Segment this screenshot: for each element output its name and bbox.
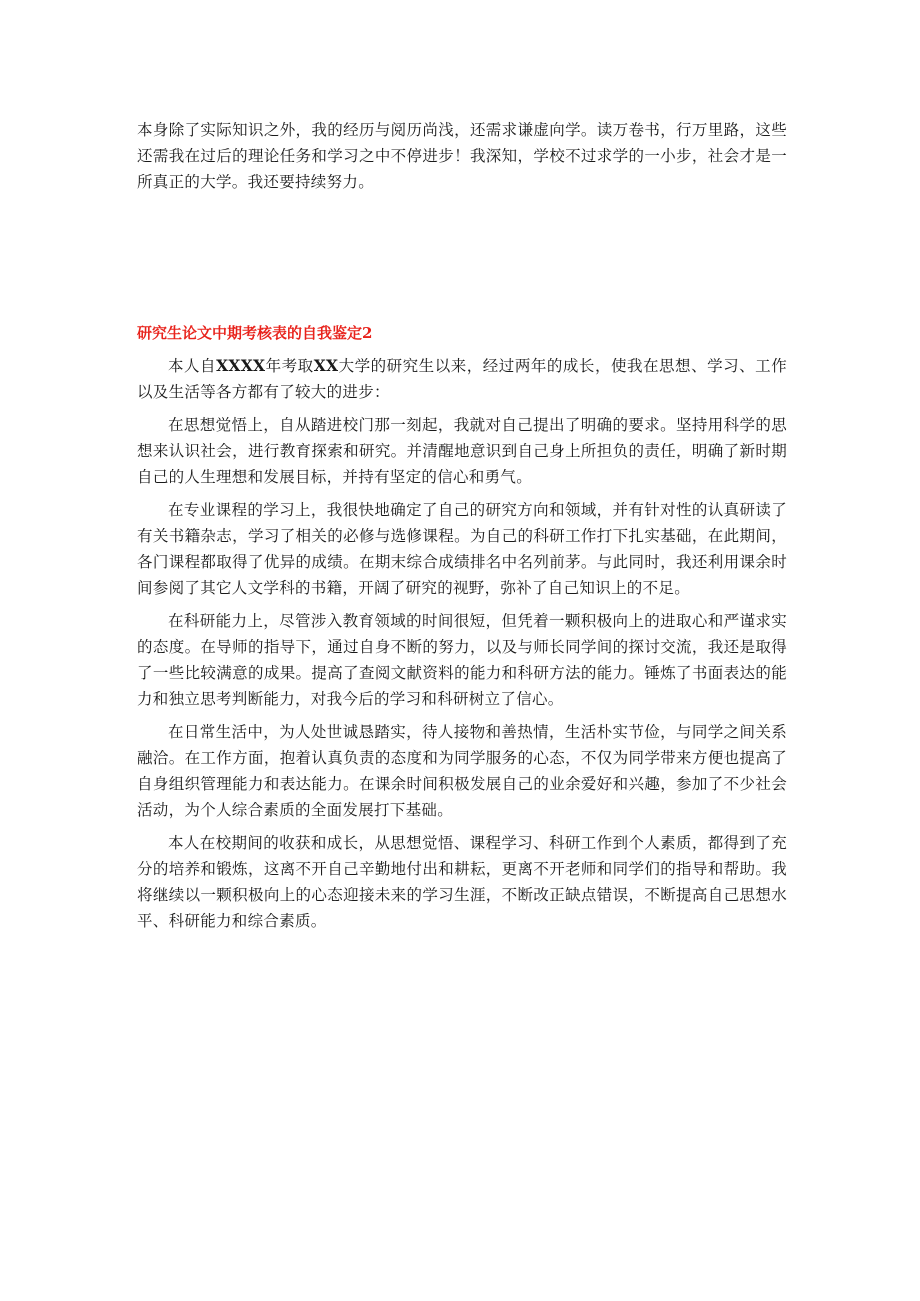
- intro-part1: 本人自: [168, 357, 217, 375]
- intro-part2: 年考取: [265, 357, 314, 375]
- intro-school: XX: [313, 356, 339, 375]
- paragraph-thought: 在思想觉悟上，自从踏进校门那一刻起，我就对自己提出了明确的要求。坚持用科学的思想来认识社会，进行教育探索和研究。并清醒地意识到自己身上所担负的责任，明确了新时期自己的人生理想和发展目标，并持有坚定的信心和勇气。: [137, 416, 787, 486]
- top-paragraph: 本身除了实际知识之外，我的经历与阅历尚浅，还需求谦虚向学。读万卷书，行万里路，这些还需我在过后的理论任务和学习之中不停进步！我深知，学校不过求学的一小步，社会才是一所真正的大学。我还要持续努力。: [137, 121, 787, 191]
- intro-year: XXXX: [216, 356, 266, 375]
- paragraph-study: 在专业课程的学习上，我很快地确定了自己的研究方向和领域，并有针对性的认真研读了有关书籍杂志，学习了相关的必修与选修课程。为自己的科研工作打下扎实基础，在此期间，各门课程都取得了优异的成绩。在期末综合成绩排名中名列前茅。与此同时，我还利用课余时间参阅了其它人文学科的书籍，开阔了研究的视野，弥补了自己知识上的不足。: [137, 501, 787, 597]
- section-block: [137, 320, 787, 934]
- intro-part3: 大学的研究生以来，经过两年的成长，使我在思想、学习、工作以及生活等各方都有了较大的进步：: [137, 357, 787, 401]
- intro-paragraph: [137, 353, 787, 405]
- paragraph-research: 在科研能力上，尽管涉入教育领域的时间很短，但凭着一颗积极向上的进取心和严谨求实的态度。在导师的指导下，通过自身不断的努力，以及与师长同学间的探讨交流，我还是取得了一些比较满意的成果。提高了查阅文献资料的能力和科研方法的能力。锤炼了书面表达的能力和独立思考判断能力，对我今后的学习和科研树立了信心。: [137, 612, 787, 708]
- paragraph-summary: 本人在校期间的收获和成长，从思想觉悟、课程学习、科研工作到个人素质，都得到了充分的培养和锻炼，这离不开自己辛勤地付出和耕耘，更离不开老师和同学们的指导和帮助。我将继续以一颗积极向上的心态迎接未来的学习生涯，不断改正缺点错误，不断提高自己思想水平、科研能力和综合素质。: [137, 834, 787, 930]
- top-text-block: [137, 117, 787, 195]
- section-heading: 研究生论文中期考核表的自我鉴定2: [137, 324, 373, 342]
- paragraph-life: 在日常生活中，为人处世诚恳踏实，待人接物和善热情，生活朴实节俭，与同学之间关系融洽。在工作方面，抱着认真负责的态度和为同学服务的心态，不仅为同学带来方便也提高了自身组织管理能力和表达能力。在课余时间积极发展自己的业余爱好和兴趣，参加了不少社会活动，为个人综合素质的全面发展打下基础。: [137, 723, 787, 819]
